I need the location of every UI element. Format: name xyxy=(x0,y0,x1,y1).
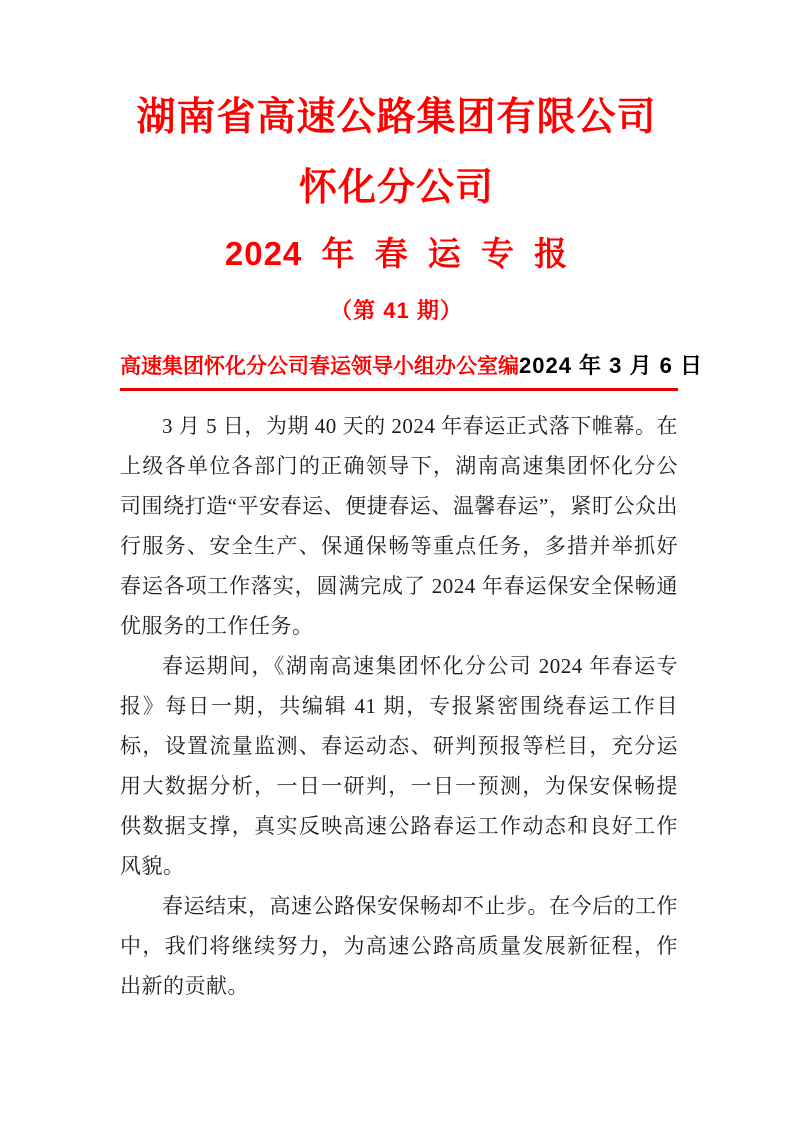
title-line-3: 2024 年 春 运 专 报 xyxy=(224,234,569,272)
body-text xyxy=(120,406,678,1006)
editor-label: 高速集团怀化分公司春运领导小组办公室编 xyxy=(120,355,519,379)
masthead xyxy=(120,349,703,391)
issue-number: （第 41 期） xyxy=(330,298,463,324)
document-content xyxy=(120,349,703,1006)
title-line-1: 湖南省高速公路集团有限公司 xyxy=(136,96,657,139)
issue-date: 2024 年 3 月 6 日 xyxy=(519,353,703,379)
body-paragraph: 春运结束，高速公路保安保畅却不止步。在今后的工作中，我们将继续努力，为高速公路高质量发展新征程，作出新的贡献。 xyxy=(120,894,678,999)
body-paragraph: 春运期间，《湖南高速集团怀化分公司 2024 年春运专报》每日一期，共编辑 41 期，专报紧密围绕春运工作目标，设置流量监测、春运动态、研判预报等栏目，充分运用大数据分析，一日一研判，一日一预测，为保安保畅提供数据支撑，真实反映高速公路春运工作动态和良好工作风貌。 xyxy=(120,654,678,879)
title-line-2: 怀化分公司 xyxy=(298,166,494,209)
document-header xyxy=(0,0,793,325)
body-paragraph: 3 月 5 日，为期 40 天的 2024 年春运正式落下帷幕。在上级各单位各部门的正确领导下，湖南高速集团怀化分公司围绕打造“平安春运、便捷春运、温馨春运”，紧盯公众出行服务、安全生产、保通保畅等重点任务，多措并举抓好春运各项工作落实，圆满完成了 2024 年春运保安全保畅通优服务的工作任务。 xyxy=(120,414,678,639)
